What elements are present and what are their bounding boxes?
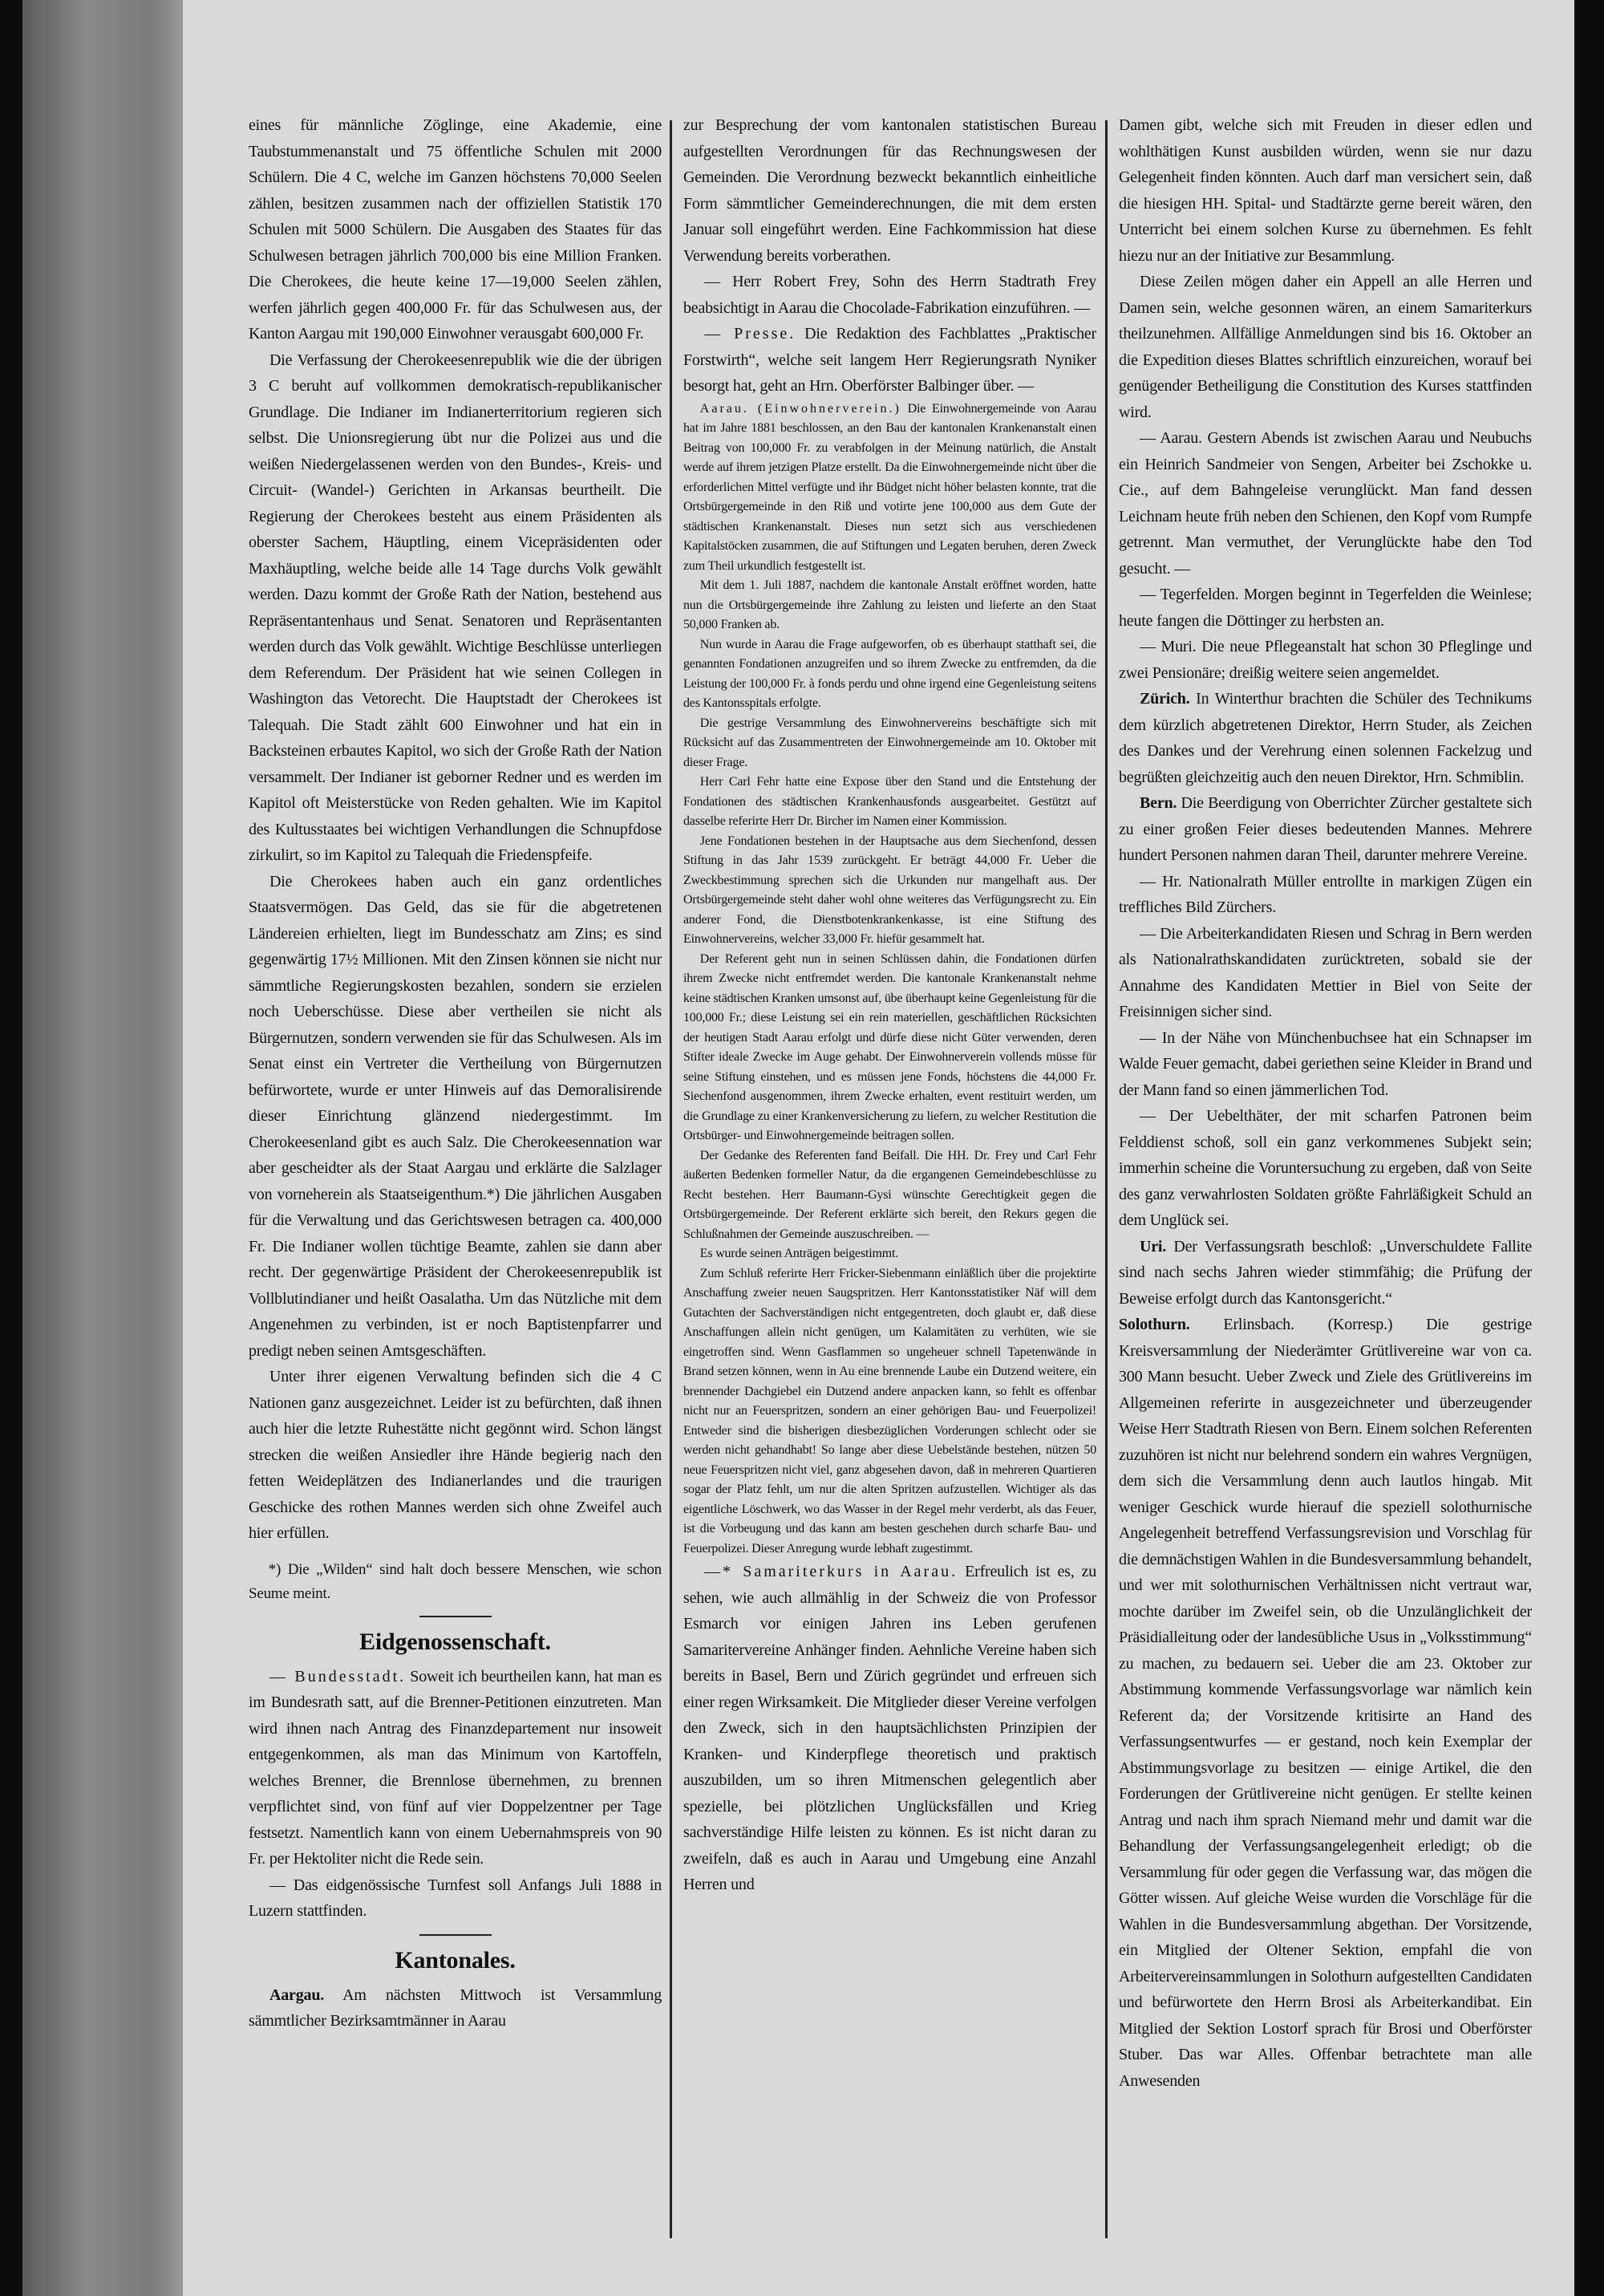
paragraph: Der Referent geht nun in seinen Schlüssen dahin, die Fondationen dürfen ihrem Zwecke nicht entfremdet werden. Die kantonale Krankenanstalt nehme keine städtischen Kranken umsonst auf, übe überhaupt keine Gegenleistung für die 100,000 Fr.; diese Leistung sei ein rein materiellen, geschäftlichen Rücksichten der heutigen Stadt Aarau erfolgt und dürfe diese nicht Güter verwenden, deren Stifter ideale Zwecke im Auge gehabt. Der Einwohnerverein vollends müsse für seine Stiftung einstehen, und es müssen jene Fonds, höchstens die 44,000 Fr. Siechenfond ausgenommen, ihrem Zwecke erhalten, event restituirt werden, um die Grundlage zu einer Krankenversicherung zu liefern, zu welcher Restitution die Ortsbürger- und Einwohnergemeinde beitragen sollen. (683, 951, 1096, 1142)
paragraph: — Aarau. Gestern Abends ist zwischen Aarau und Neubuchs ein Heinrich Sandmeier von Sengen, Arbeiter bei Zschokke u. Cie., auf dem Bahngeleise verunglückt. Man fand dessen Leichnam heute früh neben den Schienen, den Kopf vom Rumpfe getrennt. Man vermuthet, der Verunglückte habe den Tod gesucht. — (1119, 429, 1532, 578)
paragraph (683, 1559, 1096, 1898)
paragraph: Unter ihrer eigenen Verwaltung befinden sich die 4 C Nationen ganz ausgezeichnet. Leider ist zu befürchten, daß ihnen auch hier die letzte Ruhestätte nicht gegönnt wird. Schon längst strecken die weißen Ansiedler ihre Hände begierig nach den fetten Weideplätzen des Indianerlandes und die traurigen Geschicke des rothen Mannes werden sich ohne Zweifel auch hier erfüllen. (249, 1368, 662, 1542)
paragraph: zur Besprechung der vom kantonalen statistischen Bureau aufgestellten Verordnungen für das Rechnungswesen der Gemeinden. Die Verordnung bezweckt bekanntlich einheitliche Form sämmtlicher Gemeinderechnungen, die mit dem ersten Januar soll eingeführt werden. Eine Fachkommission hat diese Verwendung bereits vorberathen. (683, 116, 1096, 265)
paragraph: Jene Fondationen bestehen in der Hauptsache aus dem Siechenfond, dessen Stiftung in das Jahr 1539 zurückgeht. Er beträgt 44,000 Fr. Ueber die Zweckbestimmung sprechen sich die Urkunden nur mangelhaft aus. Der Ortsbürgergemeinde steht daher wohl ohne weiteres das Verfügungsrecht zu. Ein anderer Fond, die Dienstbotenkrankenkasse, ist eine Stiftung des Einwohnervereins, welcher 33,000 Fr. hiefür gesammelt hat. (683, 834, 1096, 946)
paragraph: Der Gedanke des Referenten fand Beifall. Die HH. Dr. Frey und Carl Fehr äußerten Bedenken formeller Natur, da die ergangenen Gemeindebeschlüsse zu Recht bestehen. Herr Baumann-Gysi wünschte Gerechtigkeit gegen die Ortsbürgergemeinde. Der Referent erklärte sich bereit, den Rekurs gegen die Schlußnahmen der Gemeinde auszuschreiben. — (683, 1148, 1096, 1241)
dateline: — Presse. (704, 325, 796, 343)
paragraph-text: Erlinsbach. (Korresp.) Die gestrige Kreisversammlung der Niederämter Grütlivereine war von ca. 300 Mann besucht. Ueber Zweck und Ziele des Grütlivereins im Allgemeinen referirte in ausgezeichneter und überzeugender Weise Herr Stadtrath Riesen von Bern. Einem solchen Referenten zuzuhören ist nicht nur belehrend sondern ein wahres Vergnügen, dem sich die Versammlung denn auch lautlos hingab. Mit weniger Geschick wurde hierauf die speziell solothurnische Angelegenheit betreffend Verfassungsrevision und Vorschlag für die demnächstigen Wahlen in die Bundesversammlung behandelt, und wer mit solothurnischen Verhältnissen nicht vertraut war, mochte darüber im Zweifel sein, ob die Unzulänglichkeit der Präsidialleitung oder der landesübliche Usus in „Volksstimmung“ zu machen, zu bedauern sei. Ueber die am 23. Oktober zur Abstimmung kommende Verfassungsvorlage war nämlich kein Referent da; der Vorsitzende kritisirte an Hand des Verfassungsentwurfes — er gestand, noch kein Exemplar der Abstimmungsvorlage zu besitzen — einige Artikel, die den Forderungen der Grütlivereine nicht genügen. Er stellte keinen Antrag und nach ihm sprach Niemand mehr und damit war die Behandlung der Verfassungsangelegenheit erledigt; ob die Versammlung für oder gegen die Verfassung war, das mögen die Götter wissen. Auf gleiche Weise wurden die Vorschläge für die Wahlen in die Bundesversammlung abgethan. Der Vorsitzende, ein Mitglied der Oltener Sektion, empfahl die von Arbeitervereinsammlungen in Solothurn aufgestellten Candidaten und befürwortete den Herrn Brosi als Arbeiterkandibat. Ein Mitglied der Sektion Lostorf sprach für Brosi und Oberförster Stuber. Das war Alles. Offenbar betrachtete man alle Anwesenden (1119, 1316, 1532, 2090)
dateline: —* Samariterkurs in Aarau. (704, 1563, 958, 1580)
column-3 (1119, 112, 1532, 2094)
dateline: — Bundesstadt. (269, 1667, 407, 1685)
paragraph (683, 400, 1096, 577)
paragraph: — In der Nähe von Münchenbuchsee hat ein Schnapser im Walde Feuer gemacht, dabei geriethen seine Kleider in Brand und der Mann fand so einen jämmerlichen Tod. (1119, 1028, 1532, 1099)
paragraph: — Herr Robert Frey, Sohn des Herrn Stadtrath Frey beabsichtigt in Aarau die Chocolade-Fabrikation einzuführen. — (683, 273, 1096, 317)
paragraph: Die gestrige Versammlung des Einwohnervereins beschäftigte sich mit Rücksicht auf das Zusammentreten der Einwohnergemeinde am 10. Oktober mit dieser Frage. (683, 716, 1096, 769)
paragraph: — Die Arbeiterkandidaten Riesen und Schrag in Bern werden als Nationalrathskandidaten zurücktreten, sobald sie der Annahme des Kandidaten Mettier in Biel von Seite der Freisinnigen sicher sind. (1119, 924, 1532, 1020)
column-1 (249, 112, 662, 2034)
paragraph: Zum Schluß referirte Herr Fricker-Siebenmann einläßlich über die projektirte Anschaffung zweier neuen Saugspritzen. Herr Kantonsstatistiker Näf will dem Gutachten der Sachverständigen nicht entgegentreten, doch glaubt er, daß diese Anschaffungen allein nicht genügen, um Kalamitäten zu verhüten, wie sie eingetroffen sind. Wenn Gasflammen so ungeheuer schnell Tapetenwände in Brand setzen können, wenn in Au eine brennende Laube ein Dutzend weitere, ein brennender Dachgiebel ein Dutzend andere anpacken kann, so fehlt es offenbar nicht nur an Feuerspritzen, sondern an einer gehörigen Bau- und Feuerpolizei! Entweder sind die bisherigen diesbezüglichen Vorderungen schlecht oder sie werden nicht gehandhabt! So lange aber diese Uebelstände bestehen, nützen 50 neue Feuerspritzen nicht viel, ganz abgesehen davon, daß in mehreren Quartieren sogar der Platz fehlt, um nur die alten Spritzen aufzustellen. Wichtiger als das eigentliche Löschwerk, wo das Wasser in der Regel mehr verderbt, als das Feuer, ist die Vorbeugung und das kann am besten geschehen durch scharfe Bau- und Feuerpolizei. Dieser Anregung wurde lebhaft zugestimmt. (683, 1266, 1096, 1556)
paragraph: eines für männliche Zöglinge, eine Akademie, eine Taubstummenanstalt und 75 öffentliche Schulen mit 2000 Schülern. Die 4 C, welche im Ganzen höchstens 70,000 Seelen zählen, besitzen zusammen nach der offiziellen Statistik 170 Schulen mit 5000 Schülern. Die Ausgaben des Staates für das Schulwesen betragen jährlich 700,000 bis eine Million Franken. Die Cherokees, die heute keine 17—19,000 Seelen zählen, werfen jährlich gegen 400,000 Fr. für das Schulwesen aus, der Kanton Aargau mit 190,000 Einwohner verausgabt 600,000 Fr. (249, 116, 662, 343)
paragraph (1119, 1234, 1532, 1312)
paragraph-text: Der Verfassungsrath beschloß: „Unverschuldete Fallite sind nach sechs Jahren wieder stimmfähig; die Prüfung der Beweise erfolgt durch das Kantonsgericht.“ (1119, 1237, 1532, 1308)
paragraph: Mit dem 1. Juli 1887, nachdem die kantonale Anstalt eröffnet worden, hatte nun die Ortsbürgergemeinde ihre Zahlung zu leisten und lieferte an den Staat 50,000 Franken ab. (683, 578, 1096, 631)
book-binding-edge (22, 0, 183, 2296)
small-print-report (683, 400, 1096, 1560)
paragraph-text: Die Redaktion des Fachblattes „Praktischer Forstwirth“, welche seit langem Herr Regierungsrath Nyniker besorgt hat, geht an Hrn. Oberförster Balbinger über. — (683, 325, 1097, 395)
paragraph: Damen gibt, welche sich mit Freuden in dieser edlen und wohlthätigen Kunst ausbilden würden, wenn sie nur dazu Gelegenheit finden könnten. Auch darf man versichert sein, daß die hiesigen HH. Spital- und Stadtärzte gerne bereit wären, den Unterricht bei einem solchen Kurse zu übernehmen. Es fehlt hiezu nur an der Initiative zur Besammlung. (1119, 116, 1532, 265)
paragraph (1119, 686, 1532, 790)
paragraph: — Tegerfelden. Morgen beginnt in Tegerfelden die Weinlese; heute fangen die Döttinger zu herbsten an. (1119, 586, 1532, 630)
paragraph: — Muri. Die neue Pflegeanstalt hat schon 30 Pfleglinge und zwei Pensionäre; dreißig weitere seien angemeldet. (1119, 638, 1532, 682)
dateline: Zürich. (1140, 690, 1190, 708)
column-2 (683, 112, 1096, 1898)
dateline: Aargau. (269, 1986, 325, 2004)
divider (419, 1616, 492, 1617)
footnote: *) Die „Wilden“ sind halt doch bessere Menschen, wie schon Seume meint. (249, 1560, 662, 1602)
paragraph: — Hr. Nationalrath Müller entrollte in markigen Zügen ein treffliches Bild Zürchers. (1119, 872, 1532, 916)
paragraph (249, 1982, 662, 2034)
divider (419, 1934, 492, 1936)
paragraph-text: Die Einwohnergemeinde von Aarau hat im Jahre 1881 beschlossen, an den Bau der kantonalen Krankenanstalt einen Beitrag von 100,000 Fr. zu verabfolgen in der Meinung natürlich, die Anstalt werde auf ihrem jetzigen Platze erstellt. Da die Einwohnergemeinde nicht über die erforderlichen Mittel verfügte und ihr Büdget nicht höher belasten konnte, trat die Ortsbürgergemeinde in den Riß und votirte jene 100,000 aus dem Gute der städtischen Krankenanstalt. Dieses nun setzt sich aus verschiedenen Kapitalstöcken zusammen, die auf Stiftungen und Legaten beruhen, deren Zweck zum Theil urkundlich festgestellt ist. (683, 401, 1097, 573)
paragraph (1119, 1312, 1532, 2094)
paragraph: Es wurde seinen Anträgen beigestimmt. (699, 1247, 899, 1260)
column-rule (1105, 120, 1108, 2238)
paragraph-text: Erfreulich ist es, zu sehen, wie auch allmählig in der Schweiz die von Professor Esmarch vor einigen Jahren ins Leben gerufenen Samaritervereine Anhänger finden. Aehnliche Vereine haben sich bereits in Basel, Bern und Zürich gegründet und erfreuen sich einer regen Wirksamkeit. Die Mitglieder dieser Vereine verfolgen den Zweck, sich in den hauptsächlichsten Prinzipien der Kranken- und Kinderpflege theoretisch und praktisch auszubilden, um so ihren Mitmenschen gelegentlich aber spezielle, bei plötzlichen Unglücksfällen und Krieg sachverständige Hilfe leisten zu können. Es ist nicht daran zu zweifeln, daß es auch in Aarau und Umgebung eine Anzahl Herren und (683, 1563, 1097, 1893)
paragraph: Die Verfassung der Cherokeesenrepublik wie die der übrigen 3 C beruht auf vollkommen demokratisch-republikanischer Grundlage. Die Indianer im Indianerterritorium regieren sich selbst. Die Unionsregierung übt nur die Polizei aus und die weißen Niedergelassenen werden von den Bundes-, Kreis- und Circuit- (Wandel-) Gerichten in Arkansas beurtheilt. Die Regierung der Cherokees besteht aus einem Präsidenten als oberster Sachem, Häuptling, einem Vicepräsidenten oder Maxhäuptling, welche beide alle 14 Tage durchs Volk gewählt werden. Dazu kommt der Große Rath der Nation, bestehend aus Repräsentantenhaus und Senat. Senatoren und Repräsentanten werden durch das Volk gewählt. Wichtige Beschlüsse unterliegen dem Referendum. Der Präsident hat wie seinen Collegen in Washington das Vetorecht. Die Hauptstadt der Cherokees ist Talequah. Die Stadt zählt 600 Einwohner und hat ein in Backsteinen erbautes Kapitol, wo sich der Große Rath der Nation versammelt. Der Indianer ist geborner Redner und es werden im Kapitol oft Meisterstücke von Reden gehalten. Wie im Kapitol des Kultusstaates bei wichtigen Verhandlungen die Schnupfdose zirkulirt, so im Kapitol zu Talequah die Friedenspfeife. (249, 351, 662, 864)
dateline: Bern. (1140, 794, 1177, 812)
paragraph-text: Die Beerdigung von Oberrichter Zürcher gestaltete sich zu einer großen Feier dieses bedeutenden Mannes. Mehrere hundert Personen nahmen daran Theil, darunter mehrere Vereine. (1119, 794, 1532, 864)
paragraph (1119, 790, 1532, 869)
paragraph: — Das eidgenössische Turnfest soll Anfangs Juli 1888 in Luzern stattfinden. (249, 1876, 662, 1920)
paragraph-text: Soweit ich beurtheilen kann, hat man es im Bundesrath satt, auf die Brenner-Petitionen einzutreten. Man wird ihnen nach Antrag des Finanzdepartement nur insoweit entgegenkommen, als man das Minimum von Kartoffeln, welches Brenner, die Brennlose übernehmen, zu brennen verpflichtet sind, von fünf auf vier Doppelzentner per Tage festsetzt. Namentlich kann von einem Uebernahmspreis von 90 Fr. per Hektoliter nicht die Rede sein. (249, 1667, 662, 1868)
paragraph: Diese Zeilen mögen daher ein Appell an alle Herren und Damen sein, welche gesonnen wären, an einem Samariterkurs theilzunehmen. Allfällige Anmeldungen sind bis 16. Oktober an die Expedition dieses Blattes schriftlich einzureichen, worauf bei genügender Betheiligung die Constitution des Kurses stattfinden wird. (1119, 273, 1532, 421)
dateline: Solothurn. (1119, 1316, 1190, 1333)
paragraph: — Der Uebelthäter, der mit scharfen Patronen beim Felddienst schoß, soll ein ganz verkommenes Subjekt sein; immerhin scheine die Voruntersuchung zu ergeben, daß von Seite des ganz verwahrlosten Soldaten größte Fahrläßigkeit Schuld an dem Unglück sei. (1119, 1107, 1532, 1229)
paragraph-text: In Winterthur brachten die Schüler des Technikums dem kürzlich abgetretenen Direktor, Herrn Studer, als Zeichen des Dankes und der Verehrung einen solennen Fackelzug und begrüßten gleichzeitig auch den neuen Direktor, Hrn. Schmiblin. (1119, 690, 1532, 786)
dateline: Uri. (1140, 1237, 1167, 1255)
section-heading-kantonales: Kantonales. (395, 1946, 516, 1974)
paragraph: Nun wurde in Aarau die Frage aufgeworfen, ob es überhaupt statthaft sei, die genannten Fondationen anzugreifen und so ihrem Zwecke zu entfremden, da die Leistung der 100,000 Fr. à fonds perdu und ohne irgend eine Gegenleistung seitens des Kantonsspitals erfolgte. (683, 637, 1096, 710)
paragraph (249, 1664, 662, 1872)
dateline: Aarau. (Einwohnerverein.) (699, 401, 901, 416)
paragraph (683, 321, 1096, 400)
paragraph: Herr Carl Fehr hatte eine Expose über den Stand und die Entstehung der Fondationen des städtischen Krankenhausfonds ausgearbeitet. Gestützt auf dasselbe referirte Herr Dr. Bircher im Namen einer Kommission. (683, 775, 1096, 828)
section-heading-eidgenossenschaft: Eidgenossenschaft. (359, 1628, 551, 1655)
paragraph-text: Am nächsten Mittwoch ist Versammlung sämmtlicher Bezirksamtmänner in Aarau (249, 1986, 662, 2030)
paragraph: Die Cherokees haben auch ein ganz ordentliches Staatsvermögen. Das Geld, das sie für die abgetretenen Ländereien erhielten, liegt im Bundesschatz am Zins; es sind gegenwärtig 17½ Millionen. Mit den Zinsen können sie nicht nur sämmtliche Regierungskosten bezahlen, sondern sie erzielen noch Ueberschüsse. Diese aber vertheilen sie nicht als Bürgernutzen, sondern verwenden sie für das Schulwesen. Als im Senat einst ein Vertreter die Vertheilung von Bürgernutzen befürwortete, wurde er unter Hinweis auf das Demoralisirende dieser Einrichtung glänzend niedergestimmt. Im Cherokeesenland gibt es auch Salz. Die Cherokeesennation war aber gescheidter als der Staat Aargau und erklärte die Salzlager von vorneherein als Staatseigenthum.*) Die jährlichen Ausgaben für die Verwaltung und das Gerichtswesen betragen ca. 400,000 Fr. Die Indianer wollen tüchtige Beamte, zahlen sie dann aber recht. Der gegenwärtige Präsident der Cherokeesenrepublik ist Vollblutindianer und heißt Oasalatha. Um das Nützliche mit dem Angenehmen zu verbinden, ist er noch Baptistenpfarrer und predigt neben seinen Amtsgeschäften. (249, 872, 662, 1360)
column-rule (670, 120, 672, 2238)
